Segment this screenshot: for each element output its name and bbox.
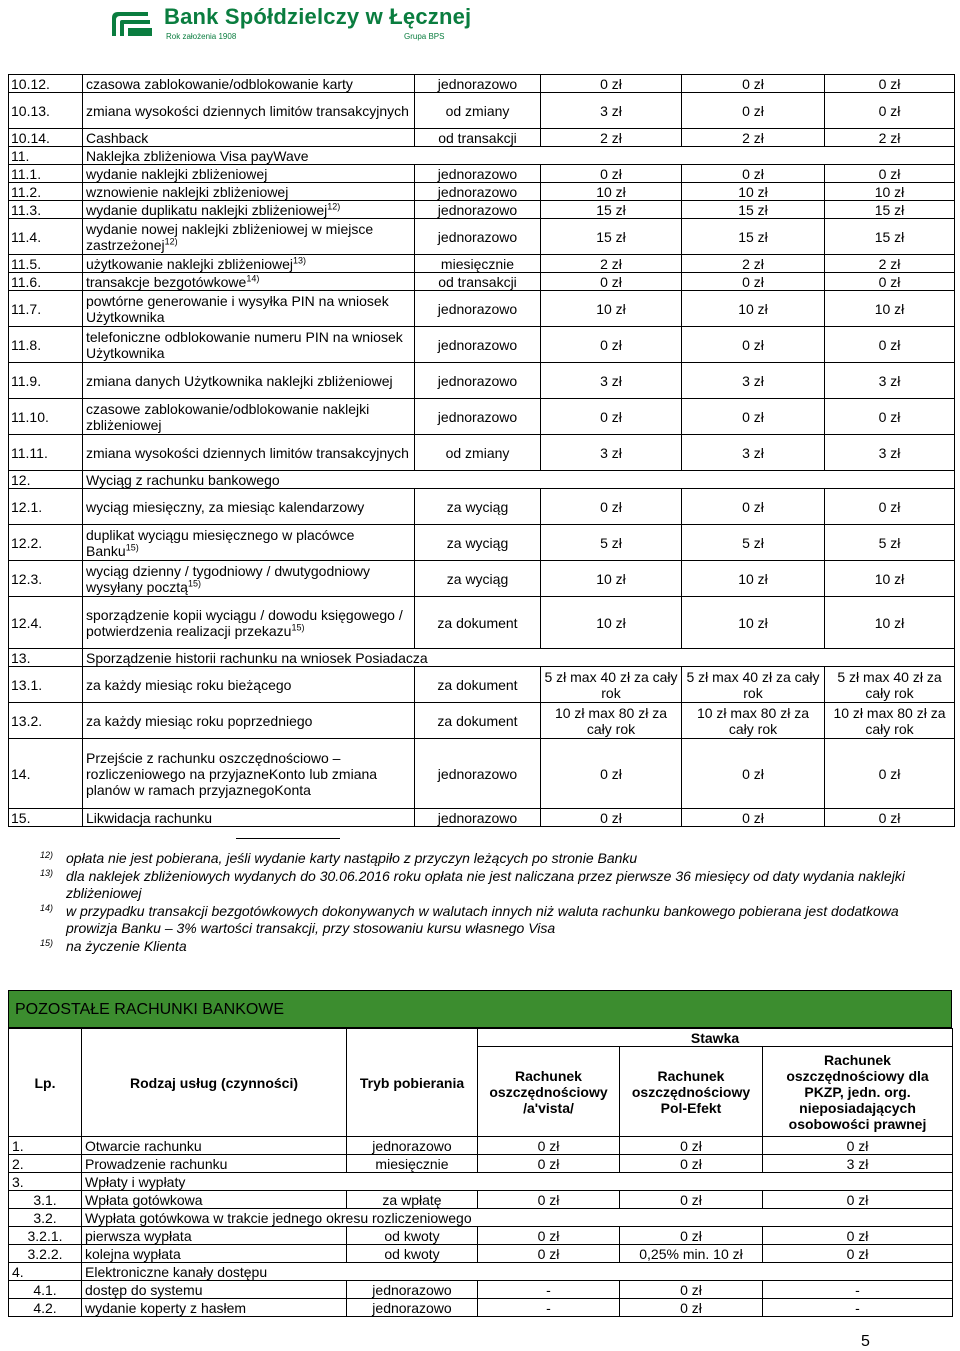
cell-mode: jednorazowo	[415, 183, 541, 201]
table-row	[9, 1227, 953, 1245]
cell-rate-c: 0 zł	[825, 75, 955, 93]
table-row	[9, 809, 955, 827]
cell-rate-a: 3 zł	[541, 93, 682, 129]
cell-name: wydanie duplikatu naklejki zbliżeniowej$^{12)}$	[83, 201, 415, 219]
cell-rate-b: 0 zł	[620, 1191, 763, 1209]
cell-rate-b: 0 zł	[620, 1137, 763, 1155]
cell-name: wyciąg miesięczny, za miesiąc kalendarzowy	[83, 489, 415, 525]
cell-name: duplikat wyciągu miesięcznego w placówce Banku$^{15)}$	[83, 525, 415, 561]
cell-rate-c: 15 zł	[825, 201, 955, 219]
cell-rate-b: 3 zł	[682, 363, 825, 399]
cell-rate-a: 0 zł	[541, 165, 682, 183]
cell-lp: 12.4.	[9, 597, 83, 649]
cell-mode: jednorazowo	[415, 219, 541, 255]
cell-mode: miesięcznie	[415, 255, 541, 273]
cell-rate-a: 10 zł	[541, 291, 682, 327]
other-accounts-table	[8, 1028, 953, 1317]
cell-lp: 11.	[9, 147, 83, 165]
cell-name: użytkowanie naklejki zbliżeniowej$^{13)}$	[83, 255, 415, 273]
cell-rate-a: 0 zł	[478, 1245, 620, 1263]
cell-mode: od transakcji	[415, 129, 541, 147]
cell-name: powtórne generowanie i wysyłka PIN na wniosek Użytkownika	[83, 291, 415, 327]
cell-lp: 3.	[9, 1173, 82, 1191]
cell-rate-a: 3 zł	[541, 363, 682, 399]
cell-rate-c: 10 zł	[825, 561, 955, 597]
cell-section: Wypłata gotówkowa w trakcie jednego okresu rozliczeniowego	[82, 1209, 953, 1227]
cell-rate-c: 0 zł	[825, 739, 955, 809]
cell-lp: 11.2.	[9, 183, 83, 201]
bank-group: Grupa BPS	[404, 32, 445, 41]
table-row	[9, 1299, 953, 1317]
cell-rate-c: 10 zł max 80 zł za cały rok	[825, 703, 955, 739]
cell-mode: od kwoty	[347, 1245, 478, 1263]
table-row	[9, 649, 955, 667]
cell-rate-b: 0 zł	[682, 93, 825, 129]
cell-name: zmiana wysokości dziennych limitów transakcyjnych	[83, 93, 415, 129]
cell-rate-c: 3 zł	[825, 363, 955, 399]
cell-rate-b: 2 zł	[682, 255, 825, 273]
cell-name: wydanie naklejki zbliżeniowej	[83, 165, 415, 183]
header-a: Rachunek oszczędnościowy /a'vista/	[478, 1047, 620, 1137]
cell-section: Naklejka zbliżeniowa Visa payWave	[83, 147, 955, 165]
cell-lp: 4.	[9, 1263, 82, 1281]
cell-mode: za dokument	[415, 667, 541, 703]
cell-rate-b: 15 zł	[682, 219, 825, 255]
cell-rate-c: 0 zł	[825, 809, 955, 827]
cell-lp: 12.3.	[9, 561, 83, 597]
cell-name: Prowadzenie rachunku	[82, 1155, 347, 1173]
cell-section: Wpłaty i wypłaty	[82, 1173, 953, 1191]
cell-rate-c: -	[763, 1281, 953, 1299]
table-row	[9, 525, 955, 561]
table-row	[9, 201, 955, 219]
table-row	[9, 291, 955, 327]
cell-lp: 10.14.	[9, 129, 83, 147]
cell-mode: jednorazowo	[415, 327, 541, 363]
cell-mode: miesięcznie	[347, 1155, 478, 1173]
header-mode: Tryb pobierania	[347, 1029, 478, 1137]
table-row	[9, 75, 955, 93]
table-row	[9, 129, 955, 147]
cell-name: telefoniczne odblokowanie numeru PIN na wniosek Użytkownika	[83, 327, 415, 363]
cell-lp: 4.1.	[9, 1281, 82, 1299]
cell-rate-a: 2 zł	[541, 129, 682, 147]
cell-rate-b: 10 zł max 80 zł za cały rok	[682, 703, 825, 739]
table-row	[9, 327, 955, 363]
cell-name: Cashback	[83, 129, 415, 147]
cell-rate-c: 0 zł	[825, 165, 955, 183]
cell-name: wyciąg dzienny / tygodniowy / dwutygodniowy wysyłany pocztą$^{15)}$	[83, 561, 415, 597]
cell-rate-b: 0 zł	[620, 1281, 763, 1299]
cell-rate-c: 0 zł	[763, 1245, 953, 1263]
cell-rate-a: 0 zł	[541, 399, 682, 435]
header-b: Rachunek oszczędnościowy Pol-Efekt	[620, 1047, 763, 1137]
cell-rate-a: 15 zł	[541, 201, 682, 219]
cell-rate-c: 0 zł	[763, 1191, 953, 1209]
cell-rate-b: 0 zł	[682, 489, 825, 525]
table-row	[9, 1191, 953, 1209]
table-row	[9, 255, 955, 273]
cell-mode: jednorazowo	[415, 363, 541, 399]
cell-rate-a: 10 zł	[541, 183, 682, 201]
cell-lp: 13.	[9, 649, 83, 667]
cell-mode: jednorazowo	[415, 201, 541, 219]
cell-name: wydanie nowej naklejki zbliżeniowej w miejsce zastrzeżonej$^{12)}$	[83, 219, 415, 255]
cell-rate-c: -	[763, 1299, 953, 1317]
cell-rate-c: 3 zł	[763, 1155, 953, 1173]
cell-name: Przejście z rachunku oszczędnościowo – rozliczeniowego na przyjazneKonto lub zmiana planów w ramach przyjaznegoKonta	[83, 739, 415, 809]
cell-rate-a: 10 zł max 80 zł za cały rok	[541, 703, 682, 739]
page-number: 5	[861, 1333, 870, 1350]
cell-rate-a: 15 zł	[541, 219, 682, 255]
cell-rate-a: -	[478, 1281, 620, 1299]
cell-lp: 3.2.2.	[9, 1245, 82, 1263]
cell-mode: od transakcji	[415, 273, 541, 291]
cell-name: Wpłata gotówkowa	[82, 1191, 347, 1209]
cell-mode: jednorazowo	[415, 739, 541, 809]
cell-rate-c: 0 zł	[825, 273, 955, 291]
cell-rate-c: 10 zł	[825, 183, 955, 201]
cell-lp: 11.8.	[9, 327, 83, 363]
cell-rate-c: 0 zł	[763, 1227, 953, 1245]
table-row	[9, 165, 955, 183]
cell-lp: 11.9.	[9, 363, 83, 399]
header-lp: Lp.	[9, 1029, 82, 1137]
table-row	[9, 1209, 953, 1227]
cell-rate-b: 0 zł	[620, 1299, 763, 1317]
cell-rate-b: 10 zł	[682, 561, 825, 597]
table-row	[9, 667, 955, 703]
cell-rate-a: 0 zł	[541, 327, 682, 363]
section-title-bar	[8, 990, 952, 1028]
cell-mode: za dokument	[415, 703, 541, 739]
cell-lp: 11.1.	[9, 165, 83, 183]
table-row	[9, 1137, 953, 1155]
cell-mode: jednorazowo	[347, 1281, 478, 1299]
cell-mode: jednorazowo	[415, 399, 541, 435]
table-row	[9, 1281, 953, 1299]
cell-rate-b: 0 zł	[682, 327, 825, 363]
table-row	[9, 363, 955, 399]
cell-lp: 1.	[9, 1137, 82, 1155]
cell-lp: 11.10.	[9, 399, 83, 435]
cell-rate-c: 10 zł	[825, 597, 955, 649]
cell-rate-b: 10 zł	[682, 597, 825, 649]
cell-mode: jednorazowo	[347, 1137, 478, 1155]
cell-lp: 13.1.	[9, 667, 83, 703]
cell-name: transakcje bezgotówkowe$^{14)}$	[83, 273, 415, 291]
cell-mode: od zmiany	[415, 93, 541, 129]
cell-lp: 12.2.	[9, 525, 83, 561]
table-header-row	[9, 1029, 953, 1047]
footnote: 12) opłata nie jest pobierana, jeśli wydanie karty nastąpiło z przyczyn leżących po stronie Banku	[40, 850, 638, 866]
cell-lp: 13.2.	[9, 703, 83, 739]
cell-mode: za wyciąg	[415, 561, 541, 597]
cell-name: czasowe zablokowanie/odblokowanie naklejki zbliżeniowej	[83, 399, 415, 435]
footnotes	[40, 850, 920, 956]
cell-section: Sporządzenie historii rachunku na wniosek Posiadacza	[83, 649, 955, 667]
cell-rate-a: 10 zł	[541, 597, 682, 649]
cell-name: za każdy miesiąc roku bieżącego	[83, 667, 415, 703]
cell-name: dostęp do systemu	[82, 1281, 347, 1299]
cell-mode: za wyciąg	[415, 525, 541, 561]
footnote-separator	[236, 838, 340, 839]
cell-lp: 3.1.	[9, 1191, 82, 1209]
table-row	[9, 489, 955, 525]
table-row	[9, 1155, 953, 1173]
cell-lp: 12.1.	[9, 489, 83, 525]
table-row	[9, 435, 955, 471]
table-row	[9, 471, 955, 489]
cell-lp: 11.6.	[9, 273, 83, 291]
cell-lp: 4.2.	[9, 1299, 82, 1317]
footnote: 13) dla naklejek zbliżeniowych wydanych do 30.06.2016 roku opłata nie jest naliczana przez pierwsze 36 miesięcy od daty wydania naklejki zbliżeniowej	[40, 868, 905, 901]
cell-rate-b: 5 zł max 40 zł za cały rok	[682, 667, 825, 703]
section-title: POZOSTAŁE RACHUNKI BANKOWE	[15, 1001, 285, 1018]
cell-mode: od zmiany	[415, 435, 541, 471]
table-row	[9, 219, 955, 255]
cell-name: zmiana wysokości dziennych limitów transakcyjnych	[83, 435, 415, 471]
cell-lp: 11.4.	[9, 219, 83, 255]
cell-rate-b: 0 zł	[682, 75, 825, 93]
table-row	[9, 1263, 953, 1281]
cell-rate-b: 0,25% min. 10 zł	[620, 1245, 763, 1263]
table-row	[9, 147, 955, 165]
cell-rate-a: 10 zł	[541, 561, 682, 597]
table-row	[9, 93, 955, 129]
cell-lp: 11.3.	[9, 201, 83, 219]
cell-rate-b: 2 zł	[682, 129, 825, 147]
cell-rate-c: 5 zł max 40 zł za cały rok	[825, 667, 955, 703]
bank-name: Bank Spółdzielczy w Łęcznej	[164, 4, 472, 29]
cell-rate-a: 0 zł	[478, 1155, 620, 1173]
cell-lp: 10.13.	[9, 93, 83, 129]
cell-mode: za wpłatę	[347, 1191, 478, 1209]
cell-rate-c: 15 zł	[825, 219, 955, 255]
cell-rate-b: 0 zł	[682, 809, 825, 827]
cell-name: Likwidacja rachunku	[83, 809, 415, 827]
cell-name: wydanie koperty z hasłem	[82, 1299, 347, 1317]
footnote: 14) w przypadku transakcji bezgotówkowych dokonywanych w walutach innych niż waluta rachunku bankowego pobierana jest dodatkowa prowizja Banku – 3% wartości transakcji, przy stosowaniu kursu własnego Visa	[40, 903, 899, 936]
cell-mode: od kwoty	[347, 1227, 478, 1245]
cell-rate-c: 0 zł	[825, 489, 955, 525]
cell-rate-a: 0 zł	[541, 75, 682, 93]
cell-mode: jednorazowo	[347, 1299, 478, 1317]
cell-rate-b: 0 zł	[682, 399, 825, 435]
cell-rate-a: 0 zł	[478, 1191, 620, 1209]
cell-rate-c: 2 zł	[825, 129, 955, 147]
cell-lp: 11.11.	[9, 435, 83, 471]
bank-founded: Rok założenia 1908	[166, 32, 237, 41]
cell-mode: jednorazowo	[415, 165, 541, 183]
cell-name: zmiana danych Użytkownika naklejki zbliżeniowej	[83, 363, 415, 399]
cell-rate-a: 0 zł	[541, 489, 682, 525]
cell-rate-c: 3 zł	[825, 435, 955, 471]
cell-rate-b: 5 zł	[682, 525, 825, 561]
cell-rate-c: 2 zł	[825, 255, 955, 273]
cell-name: za każdy miesiąc roku poprzedniego	[83, 703, 415, 739]
table-row	[9, 703, 955, 739]
cell-lp: 2.	[9, 1155, 82, 1173]
cell-rate-c: 10 zł	[825, 291, 955, 327]
cell-mode: za dokument	[415, 597, 541, 649]
cell-name: wznowienie naklejki zbliżeniowej	[83, 183, 415, 201]
cell-lp: 3.2.	[9, 1209, 82, 1227]
cell-rate-b: 0 zł	[620, 1155, 763, 1173]
cell-lp: 14.	[9, 739, 83, 809]
cell-lp: 10.12.	[9, 75, 83, 93]
cell-rate-b: 3 zł	[682, 435, 825, 471]
cell-section: Wyciąg z rachunku bankowego	[83, 471, 955, 489]
cell-rate-b: 0 zł	[620, 1227, 763, 1245]
table-row	[9, 273, 955, 291]
cell-rate-a: -	[478, 1299, 620, 1317]
cell-rate-b: 0 zł	[682, 739, 825, 809]
cell-lp: 11.5.	[9, 255, 83, 273]
cell-rate-b: 10 zł	[682, 291, 825, 327]
cell-name: czasowa zablokowanie/odblokowanie karty	[83, 75, 415, 93]
cell-name: kolejna wypłata	[82, 1245, 347, 1263]
cell-lp: 3.2.1.	[9, 1227, 82, 1245]
cell-rate-c: 0 zł	[763, 1137, 953, 1155]
header-stawka: Stawka	[478, 1029, 953, 1047]
cell-rate-b: 0 zł	[682, 273, 825, 291]
cell-rate-a: 5 zł max 40 zł za cały rok	[541, 667, 682, 703]
cell-mode: za wyciąg	[415, 489, 541, 525]
table-row	[9, 1245, 953, 1263]
cell-mode: jednorazowo	[415, 75, 541, 93]
cell-rate-c: 0 zł	[825, 327, 955, 363]
cell-rate-a: 2 zł	[541, 255, 682, 273]
cell-rate-b: 0 zł	[682, 165, 825, 183]
cell-rate-a: 0 zł	[541, 809, 682, 827]
cell-name: pierwsza wypłata	[82, 1227, 347, 1245]
cell-rate-a: 3 zł	[541, 435, 682, 471]
table-row	[9, 1173, 953, 1191]
table-row	[9, 399, 955, 435]
footnote: 15) na życzenie Klienta	[40, 938, 187, 954]
header-c: Rachunek oszczędnościowy dla PKZP, jedn. org. nieposiadających osobowości prawnej	[763, 1047, 953, 1137]
cell-lp: 11.7.	[9, 291, 83, 327]
bank-logo	[108, 4, 472, 44]
cell-rate-c: 5 zł	[825, 525, 955, 561]
cell-rate-a: 0 zł	[541, 273, 682, 291]
cell-rate-a: 0 zł	[478, 1137, 620, 1155]
cell-rate-a: 0 zł	[478, 1227, 620, 1245]
cell-name: sporządzenie kopii wyciągu / dowodu księgowego / potwierdzenia realizacji przekazu$^{15)}$	[83, 597, 415, 649]
bank-logo-icon	[108, 6, 154, 40]
cell-rate-b: 15 zł	[682, 201, 825, 219]
cell-rate-c: 0 zł	[825, 93, 955, 129]
cell-name: Otwarcie rachunku	[82, 1137, 347, 1155]
cell-lp: 12.	[9, 471, 83, 489]
fees-table	[8, 74, 955, 827]
cell-lp: 15.	[9, 809, 83, 827]
cell-mode: jednorazowo	[415, 809, 541, 827]
cell-rate-a: 0 zł	[541, 739, 682, 809]
cell-section: Elektroniczne kanały dostępu	[82, 1263, 953, 1281]
cell-rate-a: 5 zł	[541, 525, 682, 561]
cell-mode: jednorazowo	[415, 291, 541, 327]
table-row	[9, 183, 955, 201]
header-name: Rodzaj usług (czynności)	[82, 1029, 347, 1137]
cell-rate-c: 0 zł	[825, 399, 955, 435]
table-row	[9, 739, 955, 809]
table-row	[9, 597, 955, 649]
table-row	[9, 561, 955, 597]
cell-rate-b: 10 zł	[682, 183, 825, 201]
